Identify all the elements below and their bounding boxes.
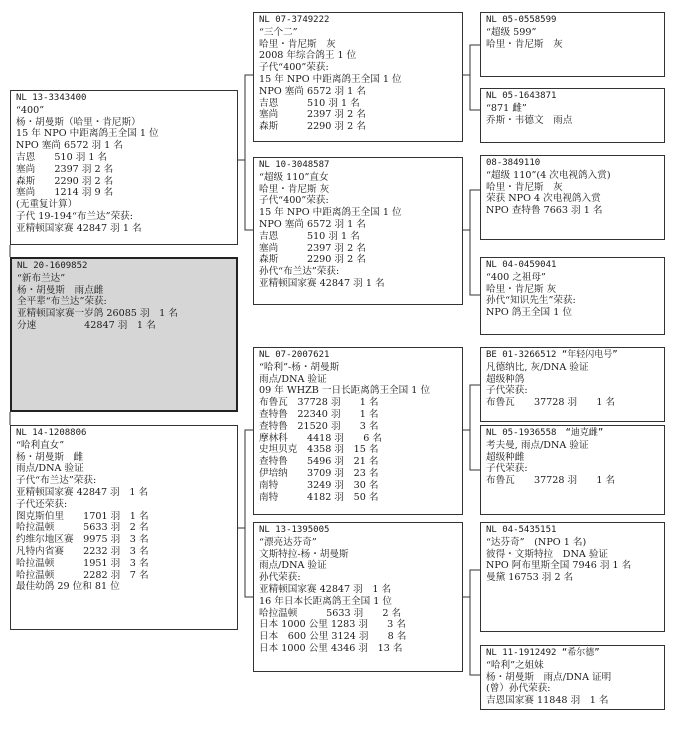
card-text-line: “达芬奇” (NPO 1 名) [486,536,587,548]
card-text-line: 子代 19-194“布兰达”荣获: [16,210,134,222]
connector-line [463,45,480,75]
card-text-line: 哈拉温顿 5633 羽 2 名 [259,607,402,619]
card-text-line: 15 年 NPO 中距离鸽王全国 1 位 [16,128,159,140]
card-text-line: 日本 600 公里 3124 羽 8 名 [259,631,407,643]
sire-sire-dam-card [480,88,665,143]
card-text-line: 15 年 NPO 中距离鸽王全国 1 位 [259,207,402,219]
card-text-line: 哈拉温顿 2282 羽 7 名 [16,569,149,581]
card-text-line: 哈里・肯尼斯 灰 [486,181,563,193]
card-text-line: (无重复计算） [16,199,78,211]
card-text-line: “871 雌” [486,102,527,114]
card-text-line: 杨・胡曼斯 雨点/DNA 证明 [486,671,612,683]
card-text-line: 15 年 NPO 中距离鸽王全国 1 位 [259,73,402,85]
ring-number: NL 13-3343400 [16,93,87,103]
dam-dam-sire-card [480,522,665,632]
card-text-line: 子代荣获: [486,385,528,397]
card-text-line: 日本 1000 公里 4346 羽 13 名 [259,642,403,654]
card-text-line: 图克斯伯里 1701 羽 1 名 [16,510,149,522]
card-text-line: 孙代“知识先生”荣获: [486,295,576,307]
connector-line [238,528,253,597]
card-text-line: 雨点/DNA 验证 [259,373,327,385]
card-text-line: 南特 4182 羽 50 名 [259,491,379,503]
card-text-line: “漂亮达芬奇” [259,536,317,548]
ring-number: NL 20-1609852 [17,261,88,271]
card-text-line: 09 年 WHZB 一日长距离鸽王全国 1 位 [259,385,431,397]
card-text-line: 子代“400”荣获: [259,62,329,74]
card-text-line: NPO 鸽王全国 1 位 [486,307,572,319]
card-text-line: NPO 阿布里斯全国 7946 羽 1 名 [486,560,632,572]
card-text-line: 哈里・肯尼斯 灰 [259,38,336,50]
card-text-line: 子代荣获: [486,463,528,475]
card-text-line: 森斯 2290 羽 2 名 [16,175,114,187]
connector-line [238,75,253,160]
card-text-line: 最佳幼鸽 29 位和 81 位 [16,581,120,593]
ring-number: NL 05-0558599 [486,15,557,25]
dam-card [10,425,238,630]
card-text-line: 布鲁瓦 37728 羽 1 名 [486,475,616,487]
card-text-line: 约维尔地区赛 9975 羽 3 名 [16,534,149,546]
ring-number: NL 04-5435151 [486,525,557,535]
connector-line [463,75,480,110]
card-text-line: 亚精顿国家赛 42847 羽 1 名 [16,486,149,498]
card-text-line: 塞尚 2397 羽 2 名 [259,109,366,121]
card-text-line: NPO 塞尚 6572 羽 1 名 [259,218,366,230]
ring-number: NL 04-0459041 [486,260,557,270]
card-text-line: (曾）孙代荣获: [486,683,551,695]
sire-card [10,90,238,245]
ring-number: NL 07-2007621 [259,350,330,360]
card-text-line: 亚精顿国家赛 42847 羽 1 名 [259,277,385,289]
card-text-line: “哈利”之姐妹 [486,659,544,671]
card-text-line: 16 年日本长距离鸽王全国 1 位 [259,595,392,607]
connector-line [463,230,480,295]
ring-number: NL 10-3048587 [259,160,330,170]
card-text-line: “超级 599” [486,26,537,38]
card-text-line: 彼得・文斯特拉 DNA 验证 [486,548,609,560]
card-text-line: 塞尚 2397 羽 2 名 [16,163,114,175]
card-text-line: 摩林科 4418 羽 6 名 [259,432,382,444]
card-text-line: 哈里・肯尼斯 灰 [486,38,563,50]
card-text-line: 查特鲁 5496 羽 21 名 [259,456,379,468]
card-text-line: 子代“布兰达”荣获: [16,475,97,487]
card-text-line: 日本 1000 公里 1283 羽 3 名 [259,619,406,631]
card-text-line: 吉恩 510 羽 1 名 [259,97,360,109]
card-text-line: 史坦贝克 4358 羽 15 名 [259,444,379,456]
card-text-line: 2008 年综合鸽王 1 位 [259,50,357,62]
card-text-line: 曼黛 16753 羽 2 名 [486,572,574,584]
card-text-line: NPO 塞尚 6572 羽 1 名 [259,85,366,97]
card-text-line: 杨・胡曼斯 雌 [16,451,84,463]
card-text-line: 查特鲁 21520 羽 3 名 [259,420,379,432]
card-text-line: 超级种雌 [486,451,525,463]
card-text-line: 乔斯・韦德文 雨点 [486,114,573,126]
connector-line [463,190,480,230]
card-text-line: 亚精顿国家赛 42847 羽 1 名 [259,583,392,595]
card-text-line: 雨点/DNA 验证 [259,560,327,572]
sire-dam-sire-card [480,155,665,240]
card-text-line: “哈利直女” [16,439,65,451]
sire-sire-card [253,12,463,142]
card-text-line: 查特鲁 22340 羽 1 名 [259,408,379,420]
card-text-line: “400 之祖母” [486,271,546,283]
card-text-line: 南特 3249 羽 30 名 [259,479,379,491]
ring-number: NL 05-1643871 [486,91,557,101]
card-text-line: 布鲁瓦 37728 羽 1 名 [259,397,379,409]
ring-number: NL 14-1208806 [16,428,87,438]
card-text-line: 雨点/DNA 验证 [16,463,84,475]
connector-line [238,160,253,230]
dam-sire-dam-card [480,425,665,515]
sire-dam-card [253,157,463,305]
card-text-line: 超级种鸽 [486,373,525,385]
ring-number: NL 05-1936558 “迪克雌” [486,428,604,438]
ring-number: BE 01-3266512 “年轻闪电号” [486,350,618,360]
card-text-line: 凡德纳比, 灰/DNA 验证 [486,361,589,373]
ring-number: NL 13-1395005 [259,525,330,535]
card-text-line: 分速 42847 羽 1 名 [17,319,156,331]
card-text-line: “新布兰达” [17,272,66,284]
connector-line [463,385,480,430]
connector-line [463,570,480,597]
card-text-line: “超级 110”直女 [259,171,329,183]
card-text-line: 子代“400”荣获: [259,195,329,207]
card-text-line: 哈里・肯尼斯 灰 [486,283,557,295]
connector-line [238,430,253,528]
card-text-line: 亚精顿国家赛一岁鸽 26085 羽 1 名 [17,308,178,320]
sire-sire-sire-card [480,12,665,77]
card-text-line: 杨・胡曼斯 雨点雌 [17,284,104,296]
card-text-line: 全平辈“布兰达”荣获: [17,296,107,308]
card-text-line: 哈拉温顿 5633 羽 2 名 [16,522,149,534]
card-text-line: 文斯特拉-杨・胡曼斯 [259,548,349,560]
card-text-line: 森斯 2290 羽 2 名 [259,254,366,266]
dam-dam-dam-card [480,645,665,710]
dam-sire-sire-card [480,347,665,422]
card-text-line: 伊培纳 3709 羽 23 名 [259,467,379,479]
ring-number: 08-3849110 [486,158,541,168]
card-text-line: NPO 塞尚 6572 羽 1 名 [16,140,123,152]
card-text-line: 孙代“布兰达”荣获: [259,266,340,278]
card-text-line: 荣获 NPO 4 次电视鸽入赏 [486,193,601,205]
card-text-line: 亚精顿国家赛 42847 羽 1 名 [16,222,142,234]
card-text-line: 森斯 2290 羽 2 名 [259,121,366,133]
ring-number: NL 11-1912492 “希尔德” [486,648,600,658]
card-text-line: 考夫曼, 雨点/DNA 验证 [486,439,589,451]
card-text-line: 布鲁瓦 37728 羽 1 名 [486,397,616,409]
card-text-line: 凡特内省赛 2232 羽 3 名 [16,545,149,557]
card-text-line: “超级 110”(4 次电视鸽入赏) [486,169,611,181]
card-text-line: “哈利”-杨・胡曼斯 [259,361,340,373]
connector-line [463,597,480,675]
card-text-line: 吉恩国家赛 11848 羽 1 名 [486,695,609,707]
subject-card [10,257,238,412]
card-text-line: 孙代荣获: [259,572,301,584]
sire-dam-dam-card [480,257,665,335]
card-text-line: “三个二” [259,26,298,38]
card-text-line: NPO 查特鲁 7663 羽 1 名 [486,205,603,217]
card-text-line: 吉恩 510 羽 1 名 [16,151,108,163]
card-text-line: 杨・胡曼斯（哈里・肯尼斯） [16,116,141,128]
card-text-line: “400” [16,104,45,116]
connector-line [463,430,480,470]
card-text-line: 子代还荣获: [16,498,68,510]
ring-number: NL 07-3749222 [259,15,330,25]
card-text-line: 哈拉温顿 1951 羽 3 名 [16,557,149,569]
card-text-line: 吉恩 510 羽 1 名 [259,230,360,242]
card-text-line: 塞尚 2397 羽 2 名 [259,242,366,254]
dam-dam-card [253,522,463,672]
card-text-line: 塞尚 1214 羽 9 名 [16,187,114,199]
dam-sire-card [253,347,463,515]
card-text-line: 哈里・肯尼斯 灰 [259,183,330,195]
